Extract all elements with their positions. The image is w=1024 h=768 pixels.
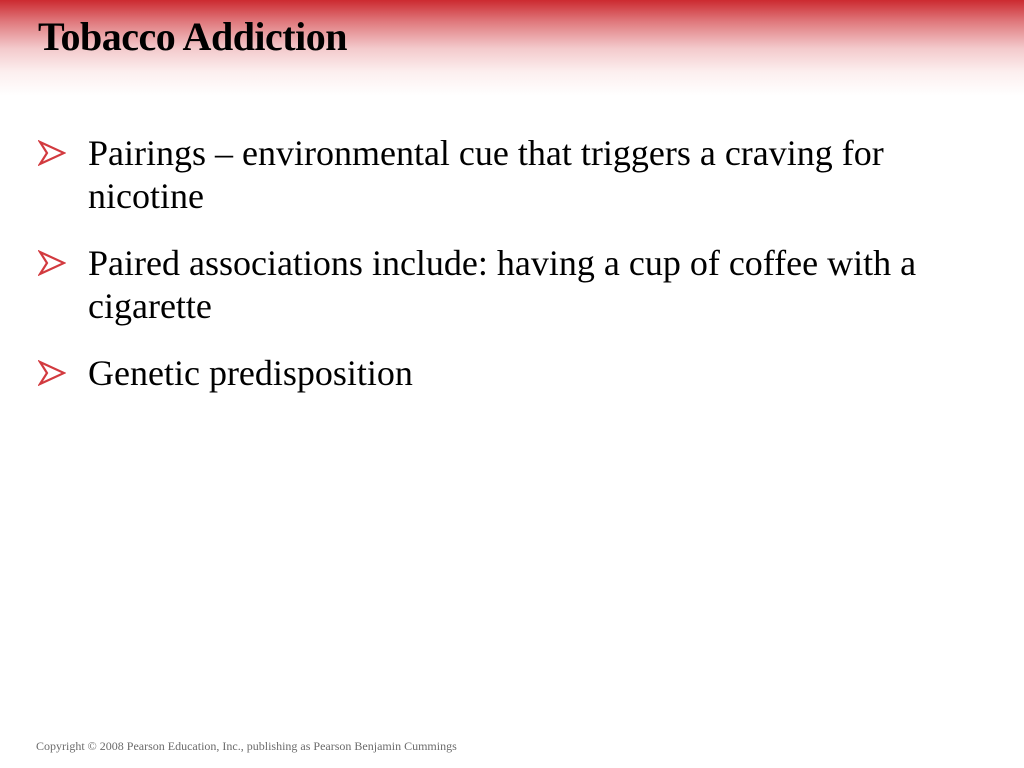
arrow-bullet-icon <box>38 140 66 166</box>
bullet-text: Pairings – environmental cue that triggers a craving for nicotine <box>88 133 884 216</box>
slide-title: Tobacco Addiction <box>38 14 347 59</box>
bullet-item <box>38 242 968 328</box>
bullet-text: Genetic predisposition <box>88 353 413 393</box>
bullet-item <box>38 132 968 218</box>
arrow-bullet-icon <box>38 360 66 386</box>
arrow-bullet-icon <box>38 250 66 276</box>
copyright-footer: Copyright © 2008 Pearson Education, Inc., publishing as Pearson Benjamin Cummings <box>36 739 457 753</box>
bullet-item <box>38 352 968 395</box>
bullet-list <box>38 132 968 419</box>
bullet-text: Paired associations include: having a cup of coffee with a cigarette <box>88 243 917 326</box>
